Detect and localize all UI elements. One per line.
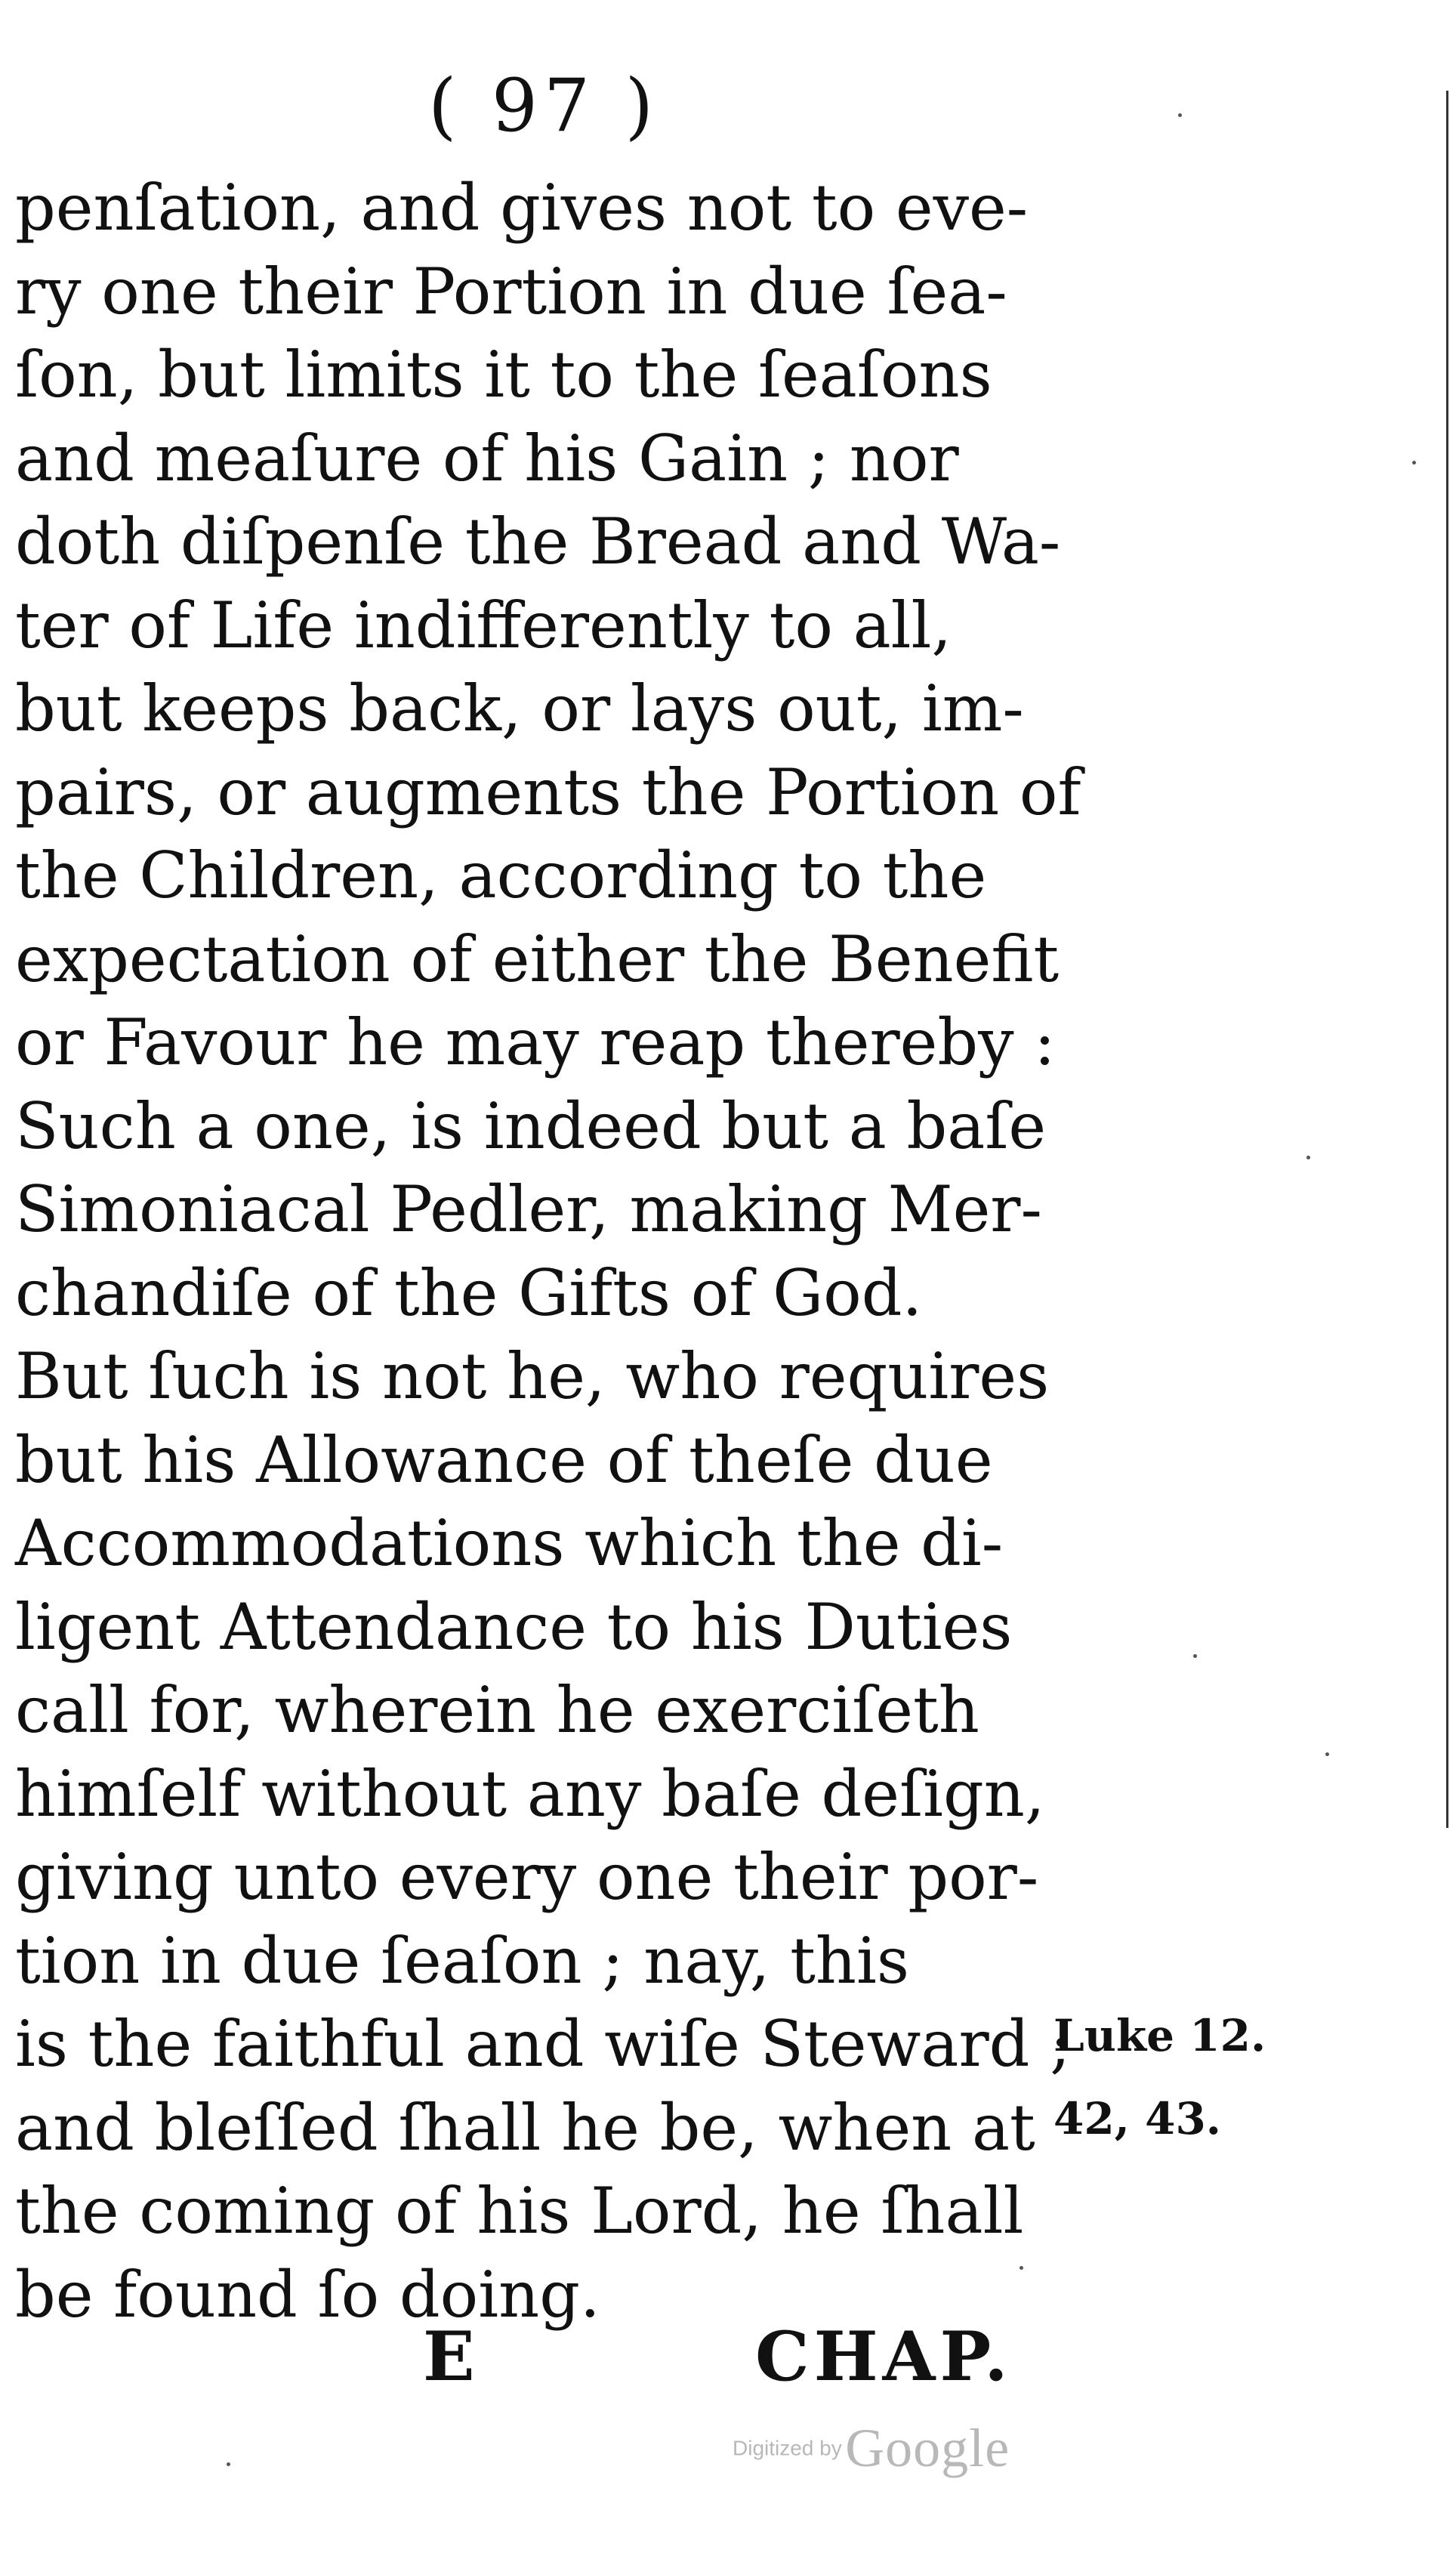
text-line: penſation, and gives not to eve- [15,171,1029,245]
watermark-prefix: Digitized by [733,2436,842,2460]
digitization-watermark [733,2417,1050,2493]
body-text [15,166,1081,2336]
marginal-note-line: 42, 43. [1053,2093,1222,2144]
text-line: expectation of either the Benefit [15,922,1060,996]
text-line: himſelf without any baſe deſign, [15,1756,1045,1831]
text-line: and meaſure of his Gain ; nor [15,421,959,495]
text-line: Simoniacal Pedler, making Mer- [15,1172,1042,1246]
text-line: and bleſſed ſhall he be, when at [15,2090,1035,2165]
text-line: ſon, but limits it to the ſeaſons [15,338,992,412]
page-edge-line [1446,91,1448,1828]
text-line: or Favour he may reap thereby : [15,1005,1056,1079]
ink-speck [227,2462,230,2466]
ink-speck [1306,1156,1310,1159]
text-line: call for, wherein he exerciſeth [15,1673,979,1747]
catchword: CHAP. [755,2317,1013,2397]
google-logo: Google [845,2418,1010,2478]
text-line: but his Allowance of theſe due [15,1422,993,1497]
text-line: be found ſo doing. [15,2257,600,2332]
marginal-note [1053,1994,1280,2160]
ink-speck [1193,1654,1197,1658]
text-line: the coming of his Lord, he ſhall [15,2174,1024,2248]
ink-speck [1325,1752,1329,1756]
text-line: ter of Life indifferently to all, [15,588,952,662]
text-line: ry one their Portion in due ſea- [15,254,1007,329]
text-line: the Children, according to the [15,838,987,912]
text-line: pairs, or augments the Portion of [15,755,1081,829]
text-line: chandiſe of the Gifts of God. [15,1255,923,1330]
text-line: Accommodations which the di- [15,1506,1004,1580]
text-line: ligent Attendance to his Duties [15,1589,1013,1664]
text-line: is the faithful and wiſe Steward ; [15,2007,1072,2081]
signature-mark: E [423,2317,475,2397]
ink-speck [1020,2266,1023,2270]
text-line: Such a one, is indeed but a baſe [15,1088,1047,1163]
marginal-note-line: Luke 12. [1053,2010,1266,2061]
text-line: giving unto every one their por- [15,1840,1039,1914]
text-line: tion in due ſeaſon ; nay, this [15,1923,909,1998]
text-line: but keeps back, or lays out, im- [15,671,1024,746]
ink-speck [1412,461,1416,465]
ink-speck [1178,113,1182,117]
page-number: ( 97 ) [427,63,660,148]
text-line: doth diſpenſe the Bread and Wa- [15,505,1061,579]
text-line: But ſuch is not he, who requires [15,1339,1050,1413]
